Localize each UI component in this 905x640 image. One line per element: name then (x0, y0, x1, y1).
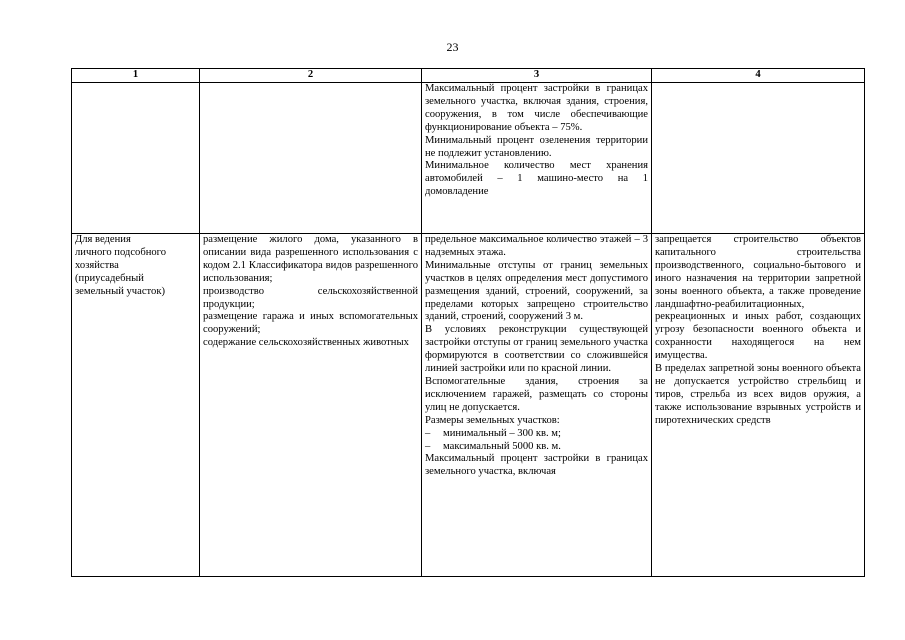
page-number: 23 (446, 40, 459, 54)
zone-name-line: земельный участок) (75, 285, 166, 297)
plot-size-max: – максимальный 5000 кв. м. (425, 440, 561, 452)
floors-text: предельное максимальное количество этажей – 3 надземных этажа. (425, 234, 648, 258)
use-item: содержание сельскохозяйственных животных (203, 337, 409, 349)
row2-col1-cell (72, 234, 200, 577)
restriction-text: В пределах запретной зоны военного объекта не допускается устройство стрельбищ и тиров, стрельба из всех видов оружия, а также использование взрывных устройств и пиротехнических средств (655, 363, 861, 426)
setbacks-text: Минимальные отступы от границ земельных участков в целях определения мест допустимого размещения зданий, строений, сооружений, за пределами которых запрещено строительство зданий, строений, сооружений 3 м. (425, 259, 648, 323)
row1-col3-cell (422, 83, 652, 234)
dash-mark: – (425, 427, 431, 439)
use-item: размещение гаража и иных вспомогательных сооружений; (203, 311, 418, 336)
column-header-4: 4 (652, 69, 865, 83)
row2-col4-cell (652, 234, 865, 577)
plot-size-min: – минимальный – 300 кв. м; (425, 427, 561, 439)
use-item: размещение жилого дома, указанного в описании вида разрешенного использования с кодом 2.1 Классификатора видов разрешенного использования; (203, 234, 418, 284)
auxiliary-buildings-text: Вспомогательные здания, строения за исключением гаражей, размещать со стороны улиц не допускается. (425, 375, 648, 413)
column-header-1: 1 (72, 69, 200, 83)
row1-col2-cell (200, 83, 422, 234)
table-row (72, 83, 865, 234)
row2-col3-cell (422, 234, 652, 577)
zone-name-line: личного подсобного (75, 246, 167, 258)
row1-col4-cell (652, 83, 865, 234)
parking-text: Минимальное количество мест хранения автомобилей – 1 машино-место на 1 домовладение (425, 160, 648, 198)
column-header-3: 3 (422, 69, 652, 83)
restriction-text: запрещается строительство объектов капитального строительства производственного, социально-бытового и иного назначения на территории запретной зоны военного объекта, а также проведение ландшафтно-реабилитационных, рекреационных и иных работ, создающих угрозу безопасности военного объекта и сохранности находящегося на нем имущества. (655, 234, 861, 362)
column-header-2: 2 (200, 69, 422, 83)
dash-mark: – (425, 440, 431, 452)
zone-name-line: (приусадебный (75, 272, 144, 284)
reconstruction-text: В условиях реконструкции существующей застройки отступы от границ земельного участка формируются в соответствии со сложившейся линией застройки или по красной линии. (425, 324, 648, 375)
table-row (72, 234, 865, 577)
greening-text: Минимальный процент озеленения территории не подлежит установлению. (425, 134, 648, 159)
zone-name-line: Для ведения (75, 234, 131, 245)
document-table (71, 68, 865, 577)
plot-sizes-heading: Размеры земельных участков: (425, 414, 560, 426)
zone-name-line: хозяйства (75, 259, 119, 271)
build-percent-text: Максимальный процент застройки в границах земельного участка, включая (425, 453, 648, 478)
row1-col1-cell (72, 83, 200, 234)
use-item: производство сельскохозяйственной продукции; (203, 285, 418, 310)
row2-col2-cell (200, 234, 422, 577)
table-header-row (72, 69, 865, 83)
build-percent-text: Максимальный процент застройки в границах земельного участка, включая здания, строения, сооружения, в том числе обеспечивающие функционирование объекта – 75%. (425, 83, 648, 133)
